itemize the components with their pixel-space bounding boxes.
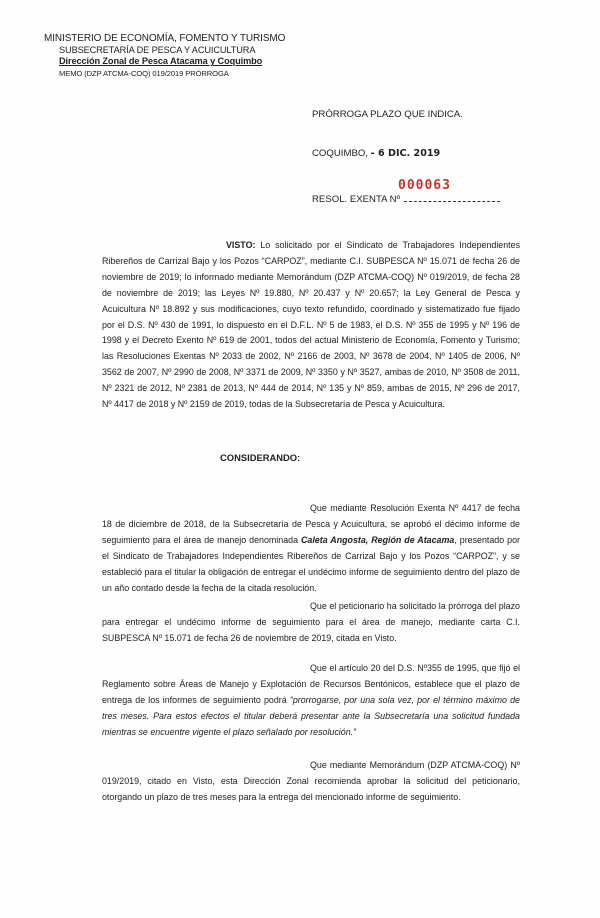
considerando-paragraph-1: [102, 501, 520, 596]
document-date: [312, 148, 440, 159]
visto-keyword: VISTO:: [226, 240, 256, 250]
ministry-name: MINISTERIO DE ECONOMÍA, FOMENTO Y TURISMO: [44, 33, 286, 44]
resolution-blank: [404, 193, 500, 202]
document-title: PRÓRROGA PLAZO QUE INDICA.: [312, 109, 463, 120]
considerando-heading: CONSIDERANDO:: [220, 452, 301, 463]
p3-text-a: Que el artículo 20 del D.S. Nº355 de 1995, que fijó el Reglamento sobre Áreas de Manejo y Explotación de Recursos Bentónicos, establece que el plazo de entrega de los informes de seguimiento podrá: [102, 663, 520, 705]
memo-reference: MEMO (DZP ATCMA-COQ) 019/2019 PRÓRROGA: [59, 68, 229, 78]
subsecretaria-name: SUBSECRETARÍA DE PESCA Y ACUICULTURA: [59, 44, 256, 55]
visto-paragraph: [102, 238, 520, 413]
considerando-paragraph-2: [102, 599, 520, 647]
resolution-number-stamp: 000063: [398, 178, 451, 193]
direccion-zonal: Dirección Zonal de Pesca Atacama y Coquimbo: [59, 56, 263, 67]
resolution-line: [312, 193, 500, 205]
considerando-paragraph-4: [102, 758, 520, 806]
place: COQUIMBO,: [312, 148, 368, 159]
p3-quote: “prorrogarse, por una sola vez, por el término máximo de tres meses. Para estos efectos el titular deberá presentar ante la Subsecretaría una solicitud fundada mientras se encuentre vigente el plazo señalado por resolución.”: [102, 694, 520, 737]
p1-area-name: Caleta Angosta, Región de Atacama: [301, 534, 455, 545]
considerando-paragraph-3: [102, 661, 520, 741]
p2-text: Que el peticionario ha solicitado la prórroga del plazo para entregar el undécimo informe de seguimiento para el área de manejo, mediante carta C.I. SUBPESCA Nº 15.071 de fecha 26 de noviembre de 2019, citada en Visto.: [102, 601, 520, 643]
visto-text: Lo solicitado por el Sindicato de Trabajadores Independientes Ribereños de Carrizal Bajo y los Pozos “CARPOZ”, mediante C.I. SUBPESCA Nº 15.071 de fecha 26 de noviembre de 2019; lo informado mediante Memorándum (DZP ATCMA-COQ) Nº 019/2019, de fecha 28 de noviembre de 2019; las Leyes Nº 19.880, Nº 20.437 y Nº 20.657; la Ley General de Pesca y Acuicultura Nº 18.892 y sus modificaciones, cuyo texto refundido, coordinado y sistematizado fue fijado por el D.S. Nº 430 de 1991, lo dispuesto en el D.F.L. Nº 5 de 1983, el D.S. Nº 355 de 1995 y Nº 196 de 1998 y el Decreto Exento Nº 619 de 2001, todos del actual Ministerio de Economía, Fomento y Turismo; las Resoluciones Exentas Nº 2033 de 2002, Nº 2166 de 2003, Nº 3678 de 2004, Nº 1405 de 2006, Nº 3562 de 2007, Nº 2990 de 2008, Nº 3371 de 2009, Nº 3350 y Nº 3527, ambas de 2010, Nº 3508 de 2011, Nº 2321 de 2012, Nº 2381 de 2013, Nº 444 de 2014, Nº 135 y Nº 859, ambas de 2015, Nº 296 de 2017, Nº 4417 de 2018 y Nº 2159 de 2019, todas de la Subsecretaría de Pesca y Acuicultura.: [102, 240, 521, 410]
resolution-label: RESOL. EXENTA Nº: [312, 194, 401, 205]
stamped-date: - 6 DIC. 2019: [370, 148, 441, 159]
p1-text-b: , presentado por el Sindicato de Trabajadores Independientes Ribereños de Carrizal Bajo y los Pozos “CARPOZ”, y se estableció para el titular la obligación de entregar el undécimo informe de seguimiento dentro del plazo de un año contado desde la fecha de la citada resolución.: [102, 534, 520, 593]
p1-text-a: Que mediante Resolución Exenta Nº 4417 de fecha 18 de diciembre de 2018, de la Subsecretaría de Pesca y Acuicultura, se aprobó el décimo informe de seguimiento para el área de manejo denominada: [102, 503, 520, 545]
letterhead: [44, 33, 284, 79]
p4-text: Que mediante Memorándum (DZP ATCMA-COQ) Nº 019/2019, citado en Visto, esta Dirección Zonal recomienda aprobar la solicitud del peticionario, otorgando un plazo de tres meses para la entrega del mencionado informe de seguimiento.: [102, 760, 520, 802]
